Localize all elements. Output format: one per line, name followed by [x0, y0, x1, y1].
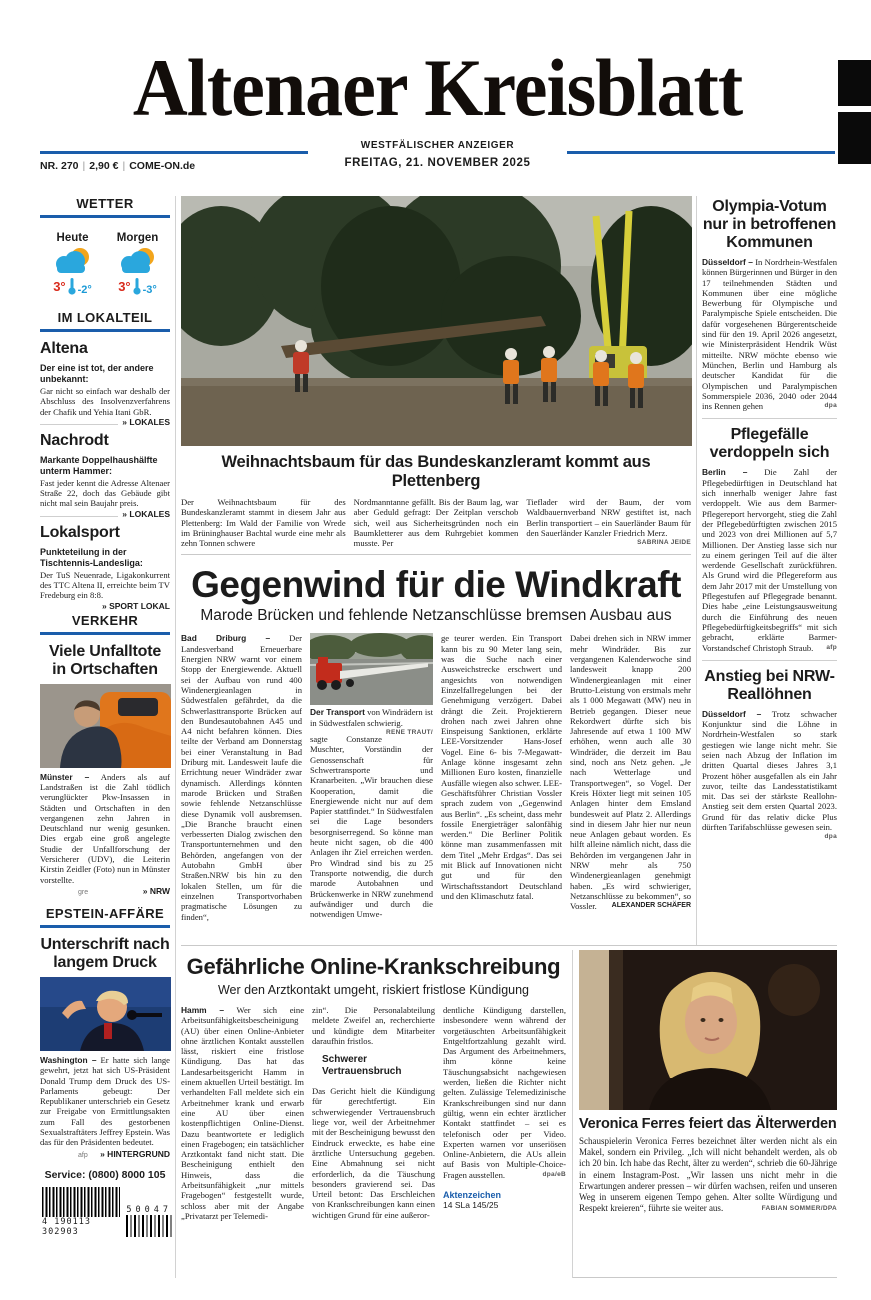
website: COME-ON.de [129, 160, 196, 172]
barcode-number: 4 190113 302903 [42, 1216, 91, 1237]
service-phone: Service: (0800) 8000 105 [44, 1168, 166, 1181]
agency-credit: gre [78, 888, 89, 896]
article-crosshead: Schwerer Vertrauensbruch [322, 1054, 402, 1078]
divider [702, 660, 837, 661]
author-byline: SABRINA JEIDE [633, 538, 691, 548]
right-column [697, 196, 837, 945]
article-windkraft [181, 565, 691, 921]
issue-date: FREITAG, 21. NOVEMBER 2025 [344, 157, 531, 169]
article-subheadline: Wer den Arztkontakt umgeht, riskiert fristlose Kündigung [217, 983, 530, 997]
photo-credit: FABIAN SOMMER/DPA [758, 1203, 837, 1214]
article-text: Schauspielerin Veronica Ferres bezeichnet älter werden nicht als ein Makel, sondern ein Privileg. „Ich will nicht behandelt werden, als ob ich 20 bin. Ich habe das Recht, älter zu werden“, schrieb die 60-Jährige in einem Instagram-Post. „Wir lassen uns nicht mehr in die Erwartungen anderer pressen – wir dürfen wachsen, reifen und unseren Weg in unserem eigenen Tempo gehen. Alter sollte Würdigung und Respekt kreieren“, führte sie weiter aus. FABIAN SOMMER/DPA [579, 1136, 837, 1214]
teaser-nachrodt [40, 431, 170, 519]
masthead-center [320, 140, 555, 169]
veronica-ferres-photo [579, 950, 837, 1110]
teaser-lead: Der eine ist tot, der andere unbekannt: [40, 363, 154, 384]
wind-blade-transport-photo [310, 633, 433, 705]
article-olympia [702, 198, 837, 411]
masthead [40, 38, 835, 193]
agency-credit: dpa [821, 401, 837, 411]
teaser-lokalsport [40, 523, 170, 611]
article-pflege [702, 426, 837, 652]
dateline: Düsseldorf – [702, 257, 753, 267]
teaser-text: Fast jeder kennt die Adresse Altenaer Straße 22, doch das Gebäude gibt nicht mal sein Baujahr preis. » LOKALES [40, 477, 170, 519]
weather-today [43, 226, 103, 296]
article-text: Düsseldorf – In Nordrhein-Westfalen können Bürgerinnen und Bürger in den 17 teilnehmenden Städten und Kommunen über eine mögliche Bewerbung für Olympische und Paralympische Spiele entscheiden. Die dafür vorgesehenen Bürgerentscheide sind für den 19. April 2026 angesetzt, wie Ministerpräsident Hendrik Wüst mitteilte. NRW möchte ebenso wie München, Berlin und Hamburg als deutscher Kandidat für die Olympischen und Paralympischen Sommerspiele 2036, 2040 oder 2044 ins Rennen gehen dpa [702, 257, 837, 412]
teaser-title: Nachrodt [40, 431, 109, 449]
article-text: Berlin – Die Zahl der Pflegebedürftigen in Deutschland hat sich innerhalb weniger Jahre fast verdoppelt. Wie aus dem Barmer-Pflegereport hervorgeht, stieg die Zahl der Pflegebedürftigten zwischen 2015 und 2023 von drei Millionen auf 5,7 Millionen. Der Anstieg lasse sich nur zu einem geringen Teil auf die älter werdende Gesellschaft zurückführen. Als Grund wird die Pflegereform aus dem Jahr 2017 mit der Umstellung von Pflegestufen auf Pflegegrade benannt. Dies habe „eine Leistungsausweitung durch die Einführung des neuen Pflegebedürftigkeitsbegriffs“ mit sich gebracht, erklärte Barmer-Vorstandschef Christoph Straub. afp [702, 467, 837, 653]
agency-credit: afp [78, 1151, 88, 1159]
author-byline: ALEXANDER SCHÄFER [608, 901, 691, 911]
article-column: Hamm – Wer sich eine Arbeitsunfähigkeitsbescheinigung (AU) über einen Online-Anbieter ohne ärztlichen Kontakt ausstellen lässt, riskiert eine fristlose Kündigung. Das hat das Landesarbeitsgericht Hamm in einem aktuellen Urteil bestätigt. Im verhandelten Fall meldete sich ein Arbeitnehmer krank und erwarb eine AU über einen kostenpflichtigen Online-Dienst. Dazu beantwortete er lediglich einen Fragebogen; ein tatsächlicher Arztkontakt fand nicht statt. Die Bescheinigung enthielt den Hinweis, dass die Arbeitsunfähigkeit „nur mittels Fragebogen“ festgestellt wurde, schloss aber mit der Angabe „Privatarzt per Telemedi- [181, 1005, 305, 1221]
case-number-value: 14 SLa 145/25 [443, 1200, 499, 1211]
masthead-rule-left [40, 151, 308, 154]
barcode-bars [126, 1215, 172, 1237]
dateline: Hamm – [181, 1005, 225, 1015]
photo-caption: Der Transport von Windrädern ist in Südwestfalen schwierig. RENE TRAUT/ [310, 707, 433, 728]
photo-credit: RENE TRAUT/ [382, 728, 433, 738]
teaser-lead: Markante Doppelhaushälfte unterm Hammer: [40, 454, 158, 476]
article-epstein [40, 936, 170, 1159]
print-registration-mark [838, 60, 871, 106]
thermometer-icon [132, 276, 142, 296]
main-column [181, 196, 697, 945]
article-column: Der Weihnachtsbaum für des Bundeskanzleramt stammt in diesem Jahr aus Plettenberg: Im Wald der Familie von Wrede im Brüninghauser Bachtal wurde eine mehr als zehn Tonnen schwere [181, 497, 346, 549]
article-headline: Anstieg bei NRW-Reallöhnen [704, 667, 835, 703]
article-reallohn [702, 667, 837, 841]
verkehr-kicker: VERKEHR [40, 613, 170, 635]
left-sidebar [40, 196, 176, 1278]
teaser-title: Lokalsport [40, 523, 120, 541]
article-text: Düsseldorf – Trotz schwacher Konjunktur sind die Löhne in Nordrhein-Westfalen so stark gestiegen wie lange nicht mehr. Sie seien nach Abzug der Inflation im dritten Quartal dieses Jahres 3,1 Prozent höher ausgefallen als ein Jahr zuvor, teilte das Landesstatistikamt mit. Das sei der stärkste Reallohn-Anstieg seit dem ersten Quartal 2023. Grund für das relativ dicke Plus dürften Tarifabschlüsse gewesen sein. dpa [702, 709, 837, 833]
sun-cloud-icon [51, 246, 95, 276]
teaser-text: Gar nicht so einfach war deshalb der Abschluss des Insolvenzverfahrens der Chafik und Yehia Itani GbR. » LOKALES [40, 386, 170, 427]
article-column: ge teurer werden. Ein Transport kann bis zu 90 Meter lang sein, was die Suche nach einer Ausweichstrecke erschwert und angesichts von notwendigen Einzelfallregelungen bei der Genehmigung verzögert. Dabei drängt die Zeit. Projektierern drohen nach zwei Jahren ohne Einspeisung Sanktionen, erklärte LEE-Vorsitzender Hans-Josef Vogel. Eine 6- bis 7-Megawatt-Anlage könne insgesamt zehn Millionen Euro kosten, finanzielle Ausfälle wiegen also schwer. LEE-Geschäftsführer Christian Vossler sprach zudem von „Gegenwind aus Berlin“. „Es scheint, dass mehr fossile Energieträger salonfähig werden.“ Die Berliner Politik könne man zusammenfassen mit dem Titel „Mehr Erdgas“. Das sei mit Blick auf Innovationen nicht gut und für den Wirtschaftsstandort Deutschland und den Klimaschutz fatal. [441, 633, 562, 901]
section-ref: » SPORT LOKAL [98, 601, 170, 611]
article-headline: Pflegefälle verdoppeln sich [709, 426, 830, 462]
article-headline: Viele Unfalltote in Ortschaften [48, 642, 162, 678]
price: 2,90 € [89, 160, 119, 172]
article-column: dentliche Kündigung darstellen, insbesondere wenn während der vorgetäuschten Arbeitsunfähigkeit Entgeltfortzahlung gezahlt wird. Das Argument des Arbeitnehmers, ihm könne keine Täuschungsabsicht nachgewiesen werden, ließen die Richter nicht gelten. Zulässige Telemedizinische Krankschreibungen sind nur dann gültig, wenn ein echter ärztlicher Kontakt stattfindet – sei es telefonisch oder per Video. Experten warnen vor unseriösen Online-Anbietern, die AUs allein auf Basis von Multiple-Choice-Fragen ausstellen. dpa/eB Aktenzeichen 14 SLa 145/25 [443, 1005, 566, 1211]
teaser-lead: Punkteteilung in der Tischtennis-Landesliga: [40, 546, 143, 568]
barcode-code: 50047 [126, 1204, 172, 1215]
article-unfalltote [40, 643, 170, 896]
article-column: Nordmanntanne gefällt. Bis der Baum lag, war aber Geduld gefragt: Der Zeitplan verschob sich, weil aus Sicherheitsgründen noch ein Baumkletterer aus dem Ruhrgebiet kommen musste. Per [353, 497, 519, 549]
teaser-text: Der TuS Neuenrade, Ligakonkurrent des TTC Altena II, erreichte beim TV Fredeburg ein 8:8. » SPORT LOKAL [40, 569, 170, 611]
agency-credit: afp [822, 643, 837, 653]
today-low-temp: -2° [77, 284, 92, 296]
article-column: Bad Driburg – Der Landesverband Erneuerbare Energien NRW warnt vor einem Stopp der Energiewende. Aktuell sei der Aufbau von rund 400 Windenergieanlagen in Südwestfalen gefährdet, da die Schwerlasttransporte Brücken auf den Bundesautobahnen A45 und A4 nicht befahren können. Dies teilte der Verband am Donnerstag bei einer Veranstaltung in Bad Driburg mit. Landesweit laufe die Errichtung neuer Windräder zwar dynamisch. Allerdings könnten marode Brücken und Straßen sowie fehlende Netzanschlüsse diese Dynamik voll ausbremsen. „Die Branche braucht einen verbesserten Dialog zwischen den Transportunternehmen und den Behörden, angefangen von der Autobahn GmbH über Straßen.NRW bis hin zu den lokalen Stellen, um für die einzelnen Transportvorhaben pragmatische Lösungen zu finden“, [181, 633, 303, 922]
section-ref: » LOKALES [118, 417, 170, 427]
article-headline: Veronica Ferres feiert das Älterwerden [579, 1116, 837, 1132]
tomorrow-low-temp: -3° [142, 284, 157, 296]
article-headline: Weihnachtsbaum für das Bundeskanzleramt kommt aus Plettenberg [221, 453, 651, 490]
agency-credit: dpa [821, 832, 837, 842]
article-ferres [573, 950, 837, 1278]
article-text: Münster – Anders als auf Landstraßen ist die Zahl tödlich verunglückter Pkw-Insassen in Städten und Ortschaften in den vergangenen zehn Jahren in Deutschland nur wenig gesunken. Dies ergab eine groß angelegte Studie der Unfallforschung der Versicherer (UDV), die Leiterin Kirstin Zeidler (Foto) nun in Münster vorstellte. [40, 771, 170, 885]
teaser-altena [40, 340, 170, 427]
article-text: Washington – Er hatte sich lange gewehrt, jetzt hat sich US-Präsident Donald Trump dem Druck des US-Parlaments gebeugt: Der Republikaner unterschrieb ein Gesetz zur Freigabe von Ermittlungsakten zum Fall des gestorbenen Sexualstraftäters Jeffrey Epstein. Was das für den Präsidenten bedeutet. [40, 1054, 170, 1148]
thermometer-icon [67, 276, 77, 296]
agency-credit: dpa/eB [539, 1170, 566, 1180]
article-subheadline: Marode Brücken und fehlende Netzanschlüsse bremsen Ausbau aus [200, 607, 672, 625]
article-weihnachtsbaum [181, 453, 691, 555]
article-headline: Unterschrift nach langem Druck [40, 935, 170, 971]
article-headline: Gegenwind für die Windkraft [191, 564, 681, 606]
article-column: Tieflader wird der Baum, der vom Waldbauernverband NRW gestiftet ist, nach Berlin transportiert – ein Sauerländer Baum für den Sauerländer Kanzler Friedrich Merz. SABRINA JEIDE [526, 497, 691, 548]
newspaper-title: Altenaer Kreisblatt [132, 42, 743, 134]
article-krankschreibung [181, 950, 573, 1278]
sun-cloud-icon [116, 246, 160, 276]
weather-today-label: Heute [56, 232, 89, 244]
issue-number: NR. 270 [40, 160, 79, 172]
weather-kicker: WETTER [40, 196, 170, 218]
article-column: Dabei drehen sich in NRW immer mehr Windräder. Bis zur vergangenen Kalenderwoche sind landesweit knapp 200 Windenergieanlagen mit einer Brutto-Leistung von erstmals mehr als 1 000 Megawatt (MW) neu in Betrieb gegangen. Dieser neue Rekordwert dürfte sich bis Jahresende auf etwa 1 100 MW erhöhen, wenn auch alle 30 Windräder, die derzeit im Bau sind, noch ans Netz gehen. „Je nach Wetterlage und Transportwegen“, so Vogel. Der Kreis Höxter liegt mit seinen 105 Anlagen hinter dem Emsland bundesweit auf Platz 2. Allerdings sind in diesem Jahr hier nur neun neue Anlagen gebaut worden. Es hilft alleine nämlich nicht, dass die Behörden im vergangenen Jahr in NRW mehr als 750 Windenergieanlagen genehmigt haben. „Es wird schwieriger, Netzanschlüsse zu bekommen“, so Vossler. ALEXANDER SCHÄFER [570, 633, 691, 912]
lokalteil-kicker: IM LOKALTEIL [40, 310, 170, 332]
section-ref: » NRW [139, 886, 170, 896]
newspaper-subtitle: WESTFÄLISCHER ANZEIGER [360, 140, 515, 151]
article-headline: Gefährliche Online-Krankschreibung [186, 954, 561, 979]
teaser-title: Altena [40, 340, 88, 357]
trump-photo [40, 977, 171, 1051]
section-ref: » HINTERGRUND [96, 1149, 170, 1159]
barcode-bars [42, 1187, 120, 1217]
weather-forecast [40, 226, 170, 296]
dateline: Bad Driburg – [181, 633, 271, 644]
dateline: Münster – [40, 771, 90, 782]
weather-tomorrow-label: Morgen [116, 232, 159, 244]
epstein-kicker: EPSTEIN-AFFÄRE [40, 906, 170, 928]
divider [702, 418, 837, 419]
crash-researcher-photo [40, 684, 171, 768]
dateline: Washington – [40, 1054, 97, 1065]
today-high-temp: 3° [53, 278, 66, 294]
dateline: Berlin – [702, 467, 748, 478]
barcode [40, 1187, 170, 1237]
weather-tomorrow [108, 226, 168, 296]
article-column: zin“. Die Personalabteilung meldete Zweifel an, recherchierte und kündigte dem Mitarbeiter daraufhin fristlos. Schwerer Vertrauensbruch Das Gericht hielt die Kündigung für gerechtfertigt. Ein schwerwiegender Vertrauensbruch liege vor, weil der Arbeitnehmer mit der Bescheinigung bewusst den Eindruck erweckte, es habe eine ärztliche Untersuchung gegeben. Eine Abmahnung sei nicht erforderlich, da die Täuschung besonders gravierend sei. Das Urteil betont: Das Erschleichen von Krankschreibungen kann einen wichtigen Grund für eine außeror- [312, 1005, 435, 1220]
article-column: Der Transport von Windrädern ist in Südwestfalen schwierig. RENE TRAUT/ sagte Constanze Muschter, Vorständin der Genossenschaft für Schwertransporte und Kranarbeiten. „Wir brauchen diese Kooperation, damit die Energiewende nicht nur auf dem Papier stattfindet.“ In Südwestfalen sei die Lage besonders besorgniserregend. So könne man heute nicht sagen, ob die 400 Anlagen ihr Ziel erreichen werden. Pro Windrad sind bis zu 25 Transporte notwendig, die durch marode Autobahnen und Brückenwerke in NRW zunehmend aufwändiger und durch die notwendigen Umwe- [310, 633, 433, 921]
christmas-tree-felling-photo [181, 196, 692, 446]
issue-line: NR. 270 | 2,90 € | COME-ON.de [40, 160, 196, 172]
section-ref: » LOKALES [118, 509, 170, 519]
dateline: Düsseldorf – [702, 708, 762, 719]
article-headline: Olympia-Votum nur in betroffenen Kommunen [702, 198, 837, 251]
case-number-label: Aktenzeichen [443, 1190, 502, 1201]
tomorrow-high-temp: 3° [118, 278, 131, 294]
masthead-rule-right [567, 151, 835, 154]
print-registration-mark [838, 112, 871, 164]
